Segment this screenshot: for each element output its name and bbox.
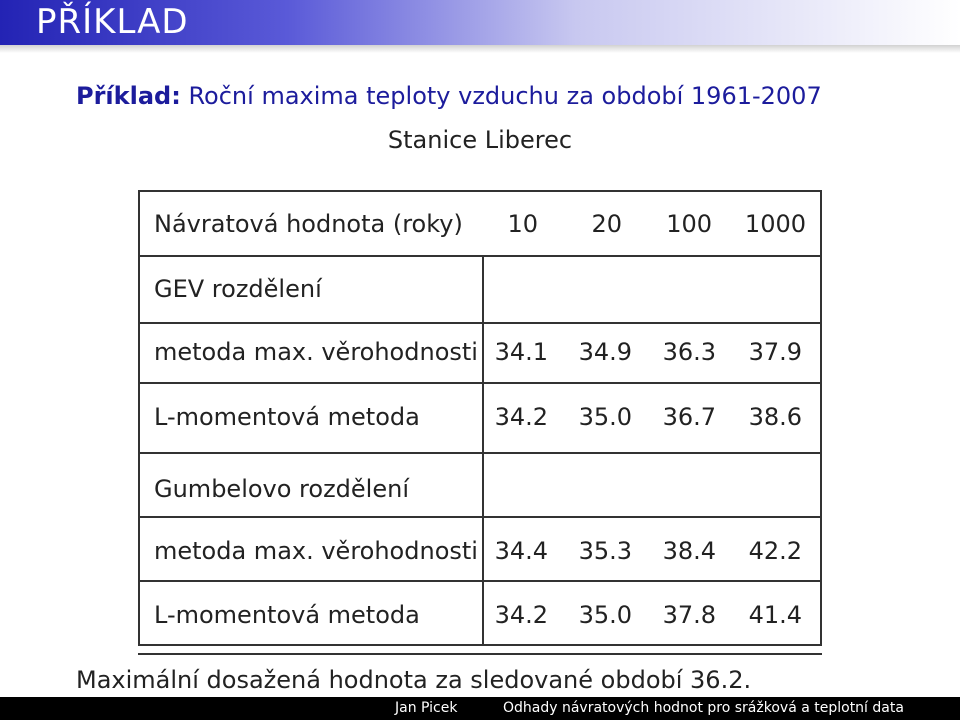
table-header-period: 100 <box>666 210 712 238</box>
table-header-label: Návratová hodnota (roky) <box>154 210 463 238</box>
table-header-period: 10 <box>507 210 538 238</box>
group-name: Gumbelovo rozdělení <box>154 475 409 503</box>
table-cell: 42.2 <box>748 537 802 565</box>
table-cell: 38.4 <box>662 537 716 565</box>
table-divider <box>138 452 822 454</box>
table-divider <box>138 255 822 257</box>
row-label: metoda max. věrohodnosti <box>154 537 478 565</box>
table-divider <box>138 580 822 582</box>
table-cell: 34.2 <box>494 601 548 629</box>
table-divider <box>138 516 822 518</box>
footer-title: Odhady návratových hodnot pro srážková a teplotní data <box>503 700 904 716</box>
table-divider <box>138 322 822 324</box>
station-name: Stanice Liberec <box>387 126 573 154</box>
table-divider <box>138 382 822 384</box>
table-header-period: 20 <box>591 210 622 238</box>
table-cell: 34.2 <box>494 403 548 431</box>
example-text: Roční maxima teploty vzduchu za období 1961-2007 <box>188 82 822 110</box>
table-bottom-rule <box>138 653 822 655</box>
table-cell: 35.0 <box>578 403 632 431</box>
table-cell: 41.4 <box>748 601 802 629</box>
example-line <box>76 80 822 112</box>
table-cell: 34.9 <box>578 338 632 366</box>
example-label: Příklad: <box>76 82 181 110</box>
table-cell: 38.6 <box>748 403 802 431</box>
table-header-period: 1000 <box>744 210 806 238</box>
table-cell: 36.3 <box>662 338 716 366</box>
row-label: L-momentová metoda <box>154 601 420 629</box>
header-shadow <box>0 45 960 53</box>
table-cell: 36.7 <box>662 403 716 431</box>
row-label: L-momentová metoda <box>154 403 420 431</box>
row-label: metoda max. věrohodnosti <box>154 338 478 366</box>
slide-header <box>0 0 960 45</box>
table-cell: 37.8 <box>662 601 716 629</box>
table-cell: 34.4 <box>494 537 548 565</box>
footer-bar <box>0 697 960 720</box>
table-cell: 34.1 <box>494 338 548 366</box>
footer-author: Jan Picek <box>395 700 458 716</box>
table-cell: 35.3 <box>578 537 632 565</box>
group-name: GEV rozdělení <box>154 275 322 303</box>
table-cell: 37.9 <box>748 338 802 366</box>
slide-title: PŘÍKLAD <box>36 2 189 42</box>
note-text: Maximální dosažená hodnota za sledované období 36.2. <box>76 666 752 694</box>
table-cell: 35.0 <box>578 601 632 629</box>
table-column-divider <box>482 255 484 646</box>
